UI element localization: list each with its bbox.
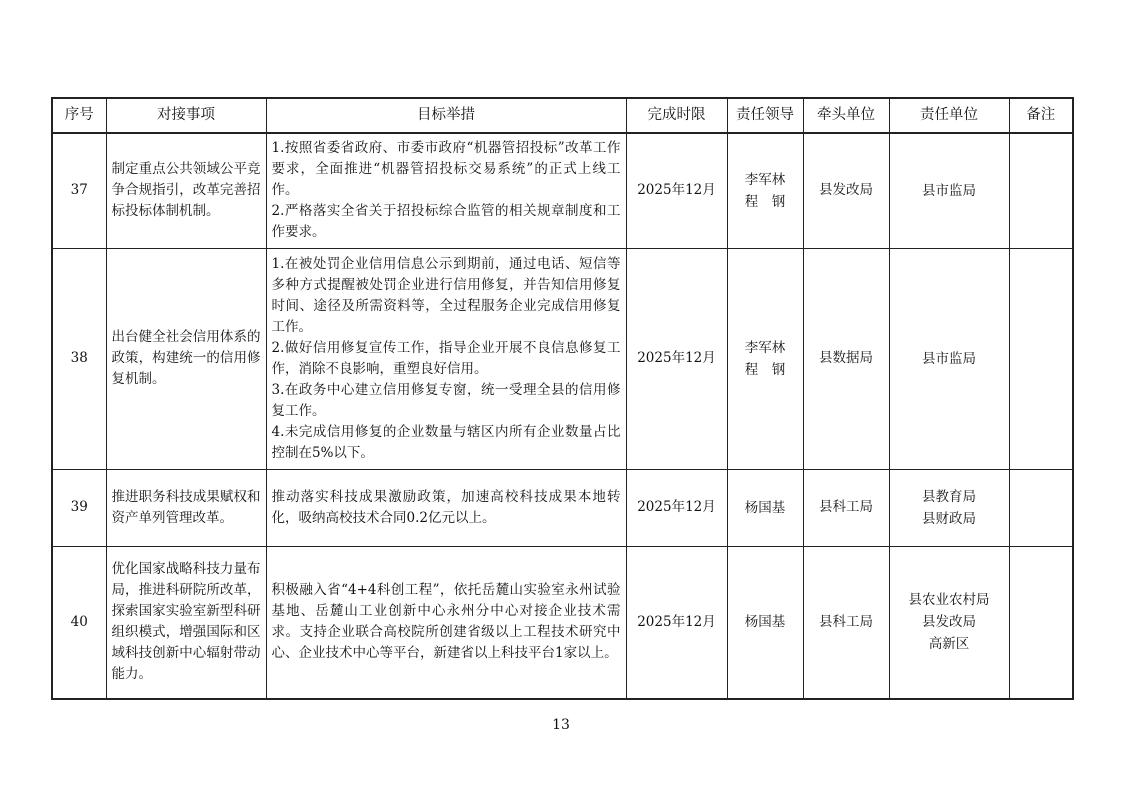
cell-leaders: [727, 546, 803, 699]
header-measures: 目标举措: [266, 98, 626, 133]
cell-deadline: 2025年12月: [626, 133, 727, 248]
table-row: [52, 546, 1073, 699]
leader-name: 程 钢: [744, 361, 786, 378]
table-row: [52, 469, 1073, 546]
responsible-unit: 高新区: [928, 636, 970, 653]
cell-measures: [266, 546, 626, 699]
cell-no: 40: [52, 546, 106, 699]
table-row: [52, 248, 1073, 469]
cell-lead-unit: 县科工局: [803, 546, 889, 699]
task-table: [51, 97, 1074, 700]
cell-item: 制定重点公共领域公平竞争合规指引，改革完善招标投标体制机制。: [106, 133, 266, 248]
leader-name: 李军林: [744, 339, 786, 356]
leader-name: 程 钢: [744, 193, 786, 210]
measure-line: 3.在政务中心建立信用修复专窗，统一受理全县的信用修复工作。: [271, 381, 621, 419]
cell-item: 优化国家战略科技力量布局，推进科研院所改革，探索国家实验室新型科研组织模式，增强国际和区域科技创新中心辐射带动能力。: [106, 546, 266, 699]
cell-remark: [1009, 546, 1073, 699]
header-leader: 责任领导: [727, 98, 803, 133]
measure-line: 积极融入省“4+4科创工程”，依托岳麓山实验室永州试验基地、岳麓山工业创新中心永州分中心对接企业技术需求。支持企业联合高校院所创建省级以上工程技术研究中心、企业技术中心等平台，新建省以上科技平台1家以上。: [271, 582, 621, 662]
cell-lead-unit: 县科工局: [803, 469, 889, 546]
cell-responsible-units: [889, 546, 1009, 699]
table-header-row: [52, 98, 1073, 133]
cell-lead-unit: 县数据局: [803, 248, 889, 469]
cell-remark: [1009, 469, 1073, 546]
leader-name: 李军林: [744, 171, 786, 188]
cell-measures: [266, 248, 626, 469]
responsible-unit: 县发改局: [922, 614, 976, 631]
measure-line: 4.未完成信用修复的企业数量与辖区内所有企业数量占比控制在5%以下。: [271, 423, 621, 461]
cell-remark: [1009, 248, 1073, 469]
header-deadline: 完成时限: [626, 98, 727, 133]
measure-line: 推动落实科技成果激励政策，加速高校科技成果本地转化，吸纳高校技术合同0.2亿元以上。: [271, 488, 621, 526]
responsible-unit: 县教育局: [922, 488, 976, 505]
cell-leaders: [727, 469, 803, 546]
measure-line: 1.在被处罚企业信用信息公示到期前，通过电话、短信等多种方式提醒被处罚企业进行信用修复，并告知信用修复时间、途径及所需资料等，全过程服务企业完成信用修复工作。: [271, 255, 621, 335]
cell-deadline: 2025年12月: [626, 248, 727, 469]
table-row: [52, 133, 1073, 248]
measure-line: 2.严格落实全省关于招投标综合监管的相关规章制度和工作要求。: [271, 203, 621, 241]
cell-no: 37: [52, 133, 106, 248]
cell-responsible-units: [889, 469, 1009, 546]
cell-no: 39: [52, 469, 106, 546]
page-number: 13: [552, 717, 570, 733]
header-no: 序号: [52, 98, 106, 133]
cell-item: 推进职务科技成果赋权和资产单列管理改革。: [106, 469, 266, 546]
cell-remark: [1009, 133, 1073, 248]
cell-leaders: [727, 133, 803, 248]
header-remark: 备注: [1009, 98, 1073, 133]
header-item: 对接事项: [106, 98, 266, 133]
responsible-unit: 县市监局: [922, 350, 976, 367]
measure-line: 1.按照省委省政府、市委市政府“机器管招投标”改革工作要求，全面推进“机器管招投标交易系统”的正式上线工作。: [271, 140, 621, 199]
measure-line: 2.做好信用修复宣传工作，指导企业开展不良信息修复工作，消除不良影响，重塑良好信用。: [271, 339, 621, 377]
leader-name: 杨国基: [744, 499, 786, 516]
cell-item: 出台健全社会信用体系的政策，构建统一的信用修复机制。: [106, 248, 266, 469]
header-responsible-unit: 责任单位: [889, 98, 1009, 133]
responsible-unit: 县市监局: [922, 182, 976, 199]
responsible-unit: 县财政局: [922, 510, 976, 527]
leader-name: 杨国基: [744, 614, 786, 631]
cell-leaders: [727, 248, 803, 469]
cell-responsible-units: [889, 133, 1009, 248]
responsible-unit: 县农业农村局: [908, 592, 990, 609]
cell-responsible-units: [889, 248, 1009, 469]
header-lead-unit: 牵头单位: [803, 98, 889, 133]
cell-measures: [266, 469, 626, 546]
cell-measures: [266, 133, 626, 248]
cell-lead-unit: 县发改局: [803, 133, 889, 248]
cell-no: 38: [52, 248, 106, 469]
cell-deadline: 2025年12月: [626, 469, 727, 546]
cell-deadline: 2025年12月: [626, 546, 727, 699]
